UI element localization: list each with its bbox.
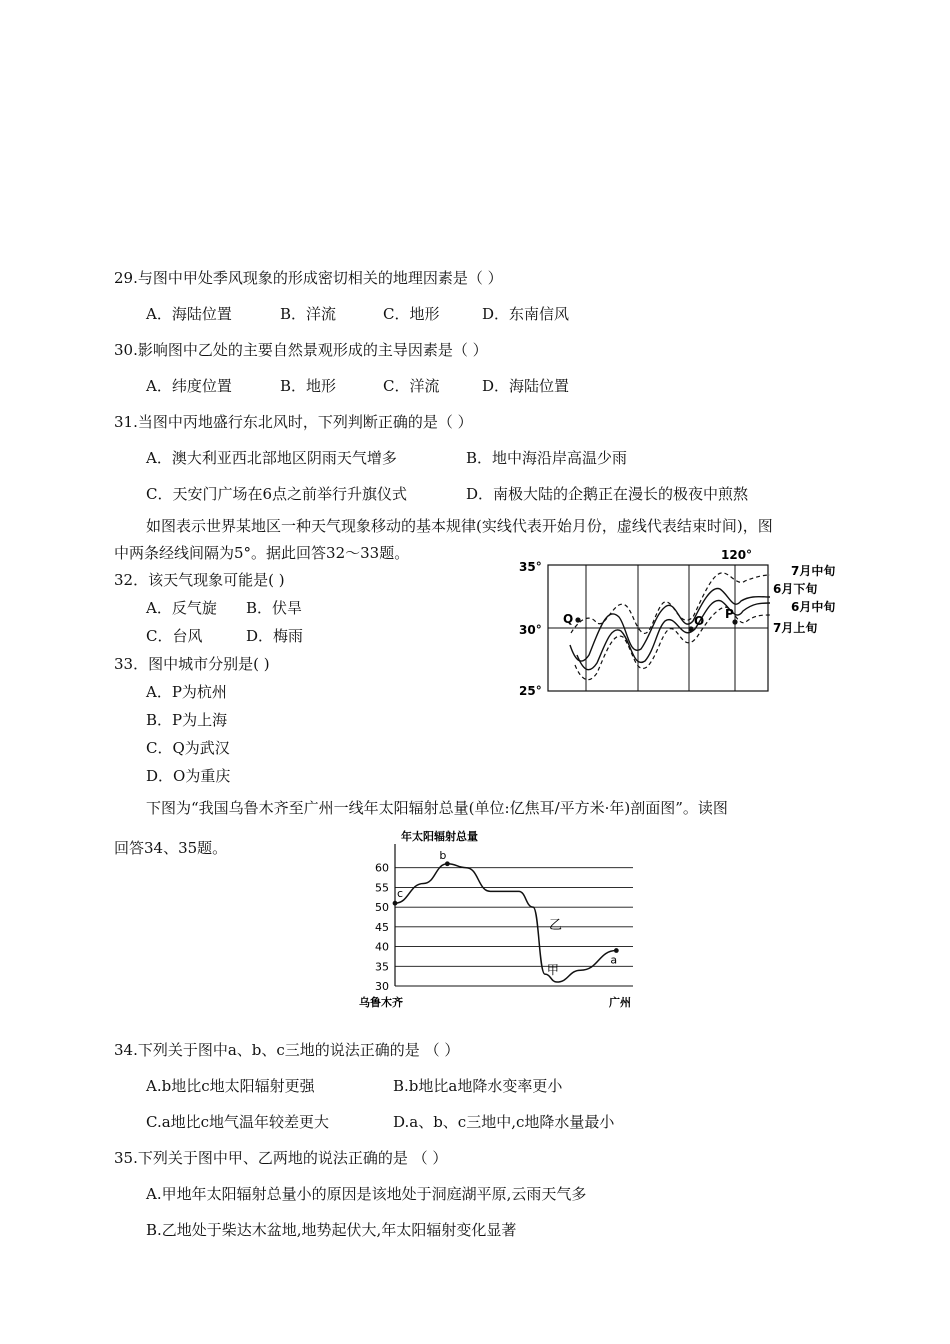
q33-option-a: A．P为杭州 — [146, 683, 227, 701]
point-b-label: b — [439, 848, 447, 862]
question-30-stem: 30.影响图中乙处的主要自然景观形成的主导因素是（ ） — [114, 341, 488, 359]
question-29-stem: 29.与图中甲处季风现象的形成密切相关的地理因素是（ ） — [114, 269, 503, 287]
point-o-marker — [688, 626, 693, 631]
q32-option-d: D．梅雨 — [246, 627, 304, 645]
question-35-stem: 35.下列关于图中甲、乙两地的说法正确的是 （ ） — [114, 1149, 448, 1167]
q33-option-d: D．O为重庆 — [146, 767, 231, 785]
q35-option-b: B.乙地处于柴达木盆地,地势起伏大,年太阳辐射变化显著 — [146, 1221, 517, 1239]
legend-july-early: 7月上旬 — [773, 621, 818, 635]
point-yi-label: 乙 — [549, 918, 563, 934]
point-c-label: c — [397, 887, 404, 901]
q32-option-a: A．反气旋 — [146, 599, 217, 617]
x-start-label: 乌鲁木齐 — [359, 996, 403, 1009]
legend-june-mid: 6月中旬 — [791, 600, 836, 614]
q29-option-c: C．地形 — [383, 305, 440, 323]
intro-34-35-line1: 下图为“我国乌鲁木齐至广州一线年太阳辐射总量(单位:亿焦耳/平方米·年)剖面图”。读图 — [146, 799, 728, 817]
q35-option-a: A.甲地年太阳辐射总量小的原因是该地处于洞庭湖平原,云雨天气多 — [146, 1185, 587, 1203]
intro-32-33-line2: 中两条经线间隔为5°。据此回答32～33题。 — [114, 544, 410, 562]
q33-option-b: B．P为上海 — [146, 711, 228, 729]
q32-option-b: B．伏旱 — [246, 599, 303, 617]
solar-radiation-chart — [355, 828, 655, 1013]
q30-option-b: B．地形 — [280, 377, 337, 395]
intro-34-35-line2: 回答34、35题。 — [114, 839, 228, 857]
lon-120-label: 120° — [721, 548, 753, 562]
q34-option-d: D.a、b、c三地中,c地降水量最小 — [393, 1113, 615, 1131]
question-33-stem: 33．图中城市分别是( ) — [114, 655, 270, 673]
chart-ylabel: 年太阳辐射总量 — [401, 830, 478, 843]
lat-25-label: 25° — [519, 684, 542, 698]
q30-option-d: D．海陆位置 — [482, 377, 570, 395]
q34-option-a: A.b地比c地太阳辐射更强 — [146, 1077, 315, 1095]
question-31-stem: 31.当图中丙地盛行东北风时，下列判断正确的是（ ） — [114, 413, 473, 431]
point-a-marker — [614, 948, 619, 953]
line-july-early — [575, 607, 770, 680]
y-tick-label: 40 — [375, 940, 389, 954]
q31-option-d: D．南极大陆的企鹅正在漫长的极夜中煎熬 — [466, 485, 749, 503]
lat-30-label: 30° — [519, 623, 542, 637]
q31-option-c: C．天安门广场在6点之前举行升旗仪式 — [146, 485, 408, 503]
question-32-stem: 32．该天气现象可能是( ) — [114, 571, 285, 589]
q32-option-c: C．台风 — [146, 627, 203, 645]
q29-option-b: B．洋流 — [280, 305, 337, 323]
q34-option-b: B.b地比a地降水变率更小 — [393, 1077, 563, 1095]
point-p-label: P — [725, 607, 734, 621]
point-b-marker — [445, 861, 450, 866]
rainbelt-figure — [515, 545, 855, 705]
q31-option-b: B．地中海沿岸高温少雨 — [466, 449, 628, 467]
legend-june-late: 6月下旬 — [773, 582, 818, 596]
legend-july-mid: 7月中旬 — [791, 564, 836, 578]
lat-35-label: 35° — [519, 560, 542, 574]
q31-option-a: A．澳大利亚西北部地区阴雨天气增多 — [146, 449, 397, 467]
line-june-mid — [570, 588, 770, 661]
point-a-label: a — [610, 953, 618, 967]
y-tick-label: 50 — [375, 901, 389, 915]
y-tick-label: 35 — [375, 960, 389, 974]
y-tick-label: 60 — [375, 861, 389, 875]
q29-option-a: A．海陆位置 — [146, 305, 232, 323]
profile-line — [395, 864, 616, 982]
y-tick-label: 55 — [375, 881, 389, 895]
line-july-mid — [571, 573, 770, 634]
q30-option-c: C．洋流 — [383, 377, 440, 395]
y-tick-label: 45 — [375, 920, 389, 934]
q30-option-a: A．纬度位置 — [146, 377, 232, 395]
q29-option-d: D．东南信风 — [482, 305, 570, 323]
question-34-stem: 34.下列关于图中a、b、c三地的说法正确的是 （ ） — [114, 1041, 460, 1059]
line-june-late — [577, 600, 770, 669]
q34-option-c: C.a地比c地气温年较差更大 — [146, 1113, 330, 1131]
point-o-label: O — [694, 614, 705, 628]
point-c-marker — [393, 901, 398, 906]
intro-32-33-line1: 如图表示世界某地区一种天气现象移动的基本规律(实线代表开始月份，虚线代表结束时间)，图 — [146, 517, 773, 535]
x-end-label: 广州 — [609, 996, 631, 1009]
point-q-label: Q — [563, 612, 574, 626]
y-tick-label: 30 — [375, 980, 389, 993]
point-jia-label: 甲 — [546, 963, 559, 978]
point-q-marker — [575, 617, 580, 622]
q33-option-c: C．Q为武汉 — [146, 739, 230, 757]
